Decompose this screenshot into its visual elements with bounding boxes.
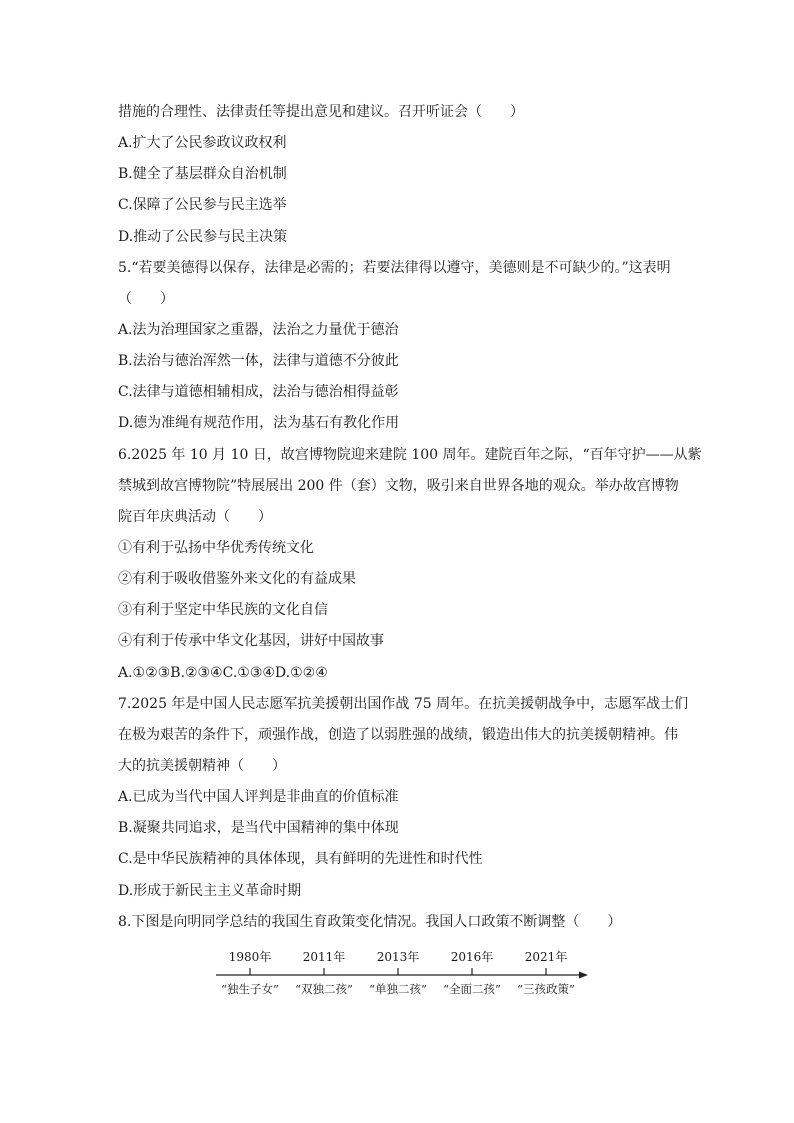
question-5-stem: 5.“若要美德得以保存，法律是必需的；若要法律得以遵守，美德则是不可缺少的。”这表明: [118, 260, 671, 276]
option-7d[interactable]: D.形成于新民主主义革命时期: [118, 883, 302, 899]
timeline-year: 2021年: [524, 950, 568, 964]
timeline-year: 2013年: [376, 950, 420, 964]
option-4a[interactable]: A.扩大了公民参政议政权利: [118, 135, 287, 151]
option-7a[interactable]: A.已成为当代中国人评判是非曲直的价值标准: [118, 789, 399, 805]
timeline-year: 2016年: [450, 950, 494, 964]
statement-6-1: ①有利于弘扬中华优秀传统文化: [118, 540, 314, 556]
option-7c[interactable]: C.是中华民族精神的具体体现，具有鲜明的先进性和时代性: [118, 851, 483, 867]
question-7-stem-line1: 7.2025 年是中国人民志愿军抗美援朝出国作战 75 周年。在抗美援朝战争中，志愿军战士们: [118, 696, 689, 712]
option-4b[interactable]: B.健全了基层群众自治机制: [118, 166, 287, 182]
option-4c[interactable]: C.保障了公民参与民主选举: [118, 197, 287, 213]
question-7-stem-line2: 在极为艰苦的条件下，顽强作战，创造了以弱胜强的战绩，锻造出伟大的抗美援朝精神。伟: [118, 727, 678, 743]
option-5a[interactable]: A.法为治理国家之重器，法治之力量优于德治: [118, 322, 399, 338]
timeline-year: 2011年: [302, 950, 346, 964]
statement-6-2: ②有利于吸收借鉴外来文化的有益成果: [118, 571, 356, 587]
option-5b[interactable]: B.法治与德治浑然一体，法律与道德不分彼此: [118, 353, 399, 369]
statement-6-3: ③有利于坚定中华民族的文化自信: [118, 602, 328, 618]
timeline-year: 1980年: [228, 950, 272, 964]
timeline-policy: “单独二孩”: [369, 982, 427, 996]
option-7b[interactable]: B.凝聚共同追求，是当代中国精神的集中体现: [118, 820, 399, 836]
options-6[interactable]: A.①②③B.②③④C.①③④D.①②④: [118, 665, 328, 681]
option-5c[interactable]: C.法律与道德相辅相成，法治与德治相得益彰: [118, 384, 399, 400]
timeline-policy: “全面二孩”: [443, 982, 501, 996]
question-8-stem: 8.下图是向明同学总结的我国生育政策变化情况。我国人口政策不断调整（ ）: [118, 914, 622, 930]
question-6-stem-line3: 院百年庆典活动（ ）: [118, 509, 272, 525]
question-4-stem-end: 措施的合理性、法律责任等提出意见和建议。召开听证会（ ）: [118, 104, 524, 120]
timeline-policy: “独生子女”: [221, 982, 279, 996]
question-7-stem-line3: 大的抗美援朝精神（ ）: [118, 758, 286, 774]
option-4d[interactable]: D.推动了公民参与民主决策: [118, 229, 288, 245]
timeline-policy: “三孩政策”: [517, 982, 575, 996]
timeline-arrowhead: [579, 972, 588, 979]
timeline-policy: “双独二孩”: [295, 982, 353, 996]
statement-6-4: ④有利于传承中华文化基因，讲好中国故事: [118, 633, 384, 649]
question-6-stem-line2: 禁城到故宫博物院”特展展出 200 件（套）文物，吸引来自世界各地的观众。举办故宫博物: [118, 478, 679, 494]
question-5-blank: （ ）: [118, 291, 174, 307]
option-5d[interactable]: D.德为准绳有规范作用，法为基石有教化作用: [118, 415, 400, 431]
question-6-stem-line1: 6.2025 年 10 月 10 日，故宫博物院迎来建院 100 周年。建院百年之际，“百年守护——从紫: [118, 447, 702, 463]
policy-timeline: [212, 950, 592, 1000]
